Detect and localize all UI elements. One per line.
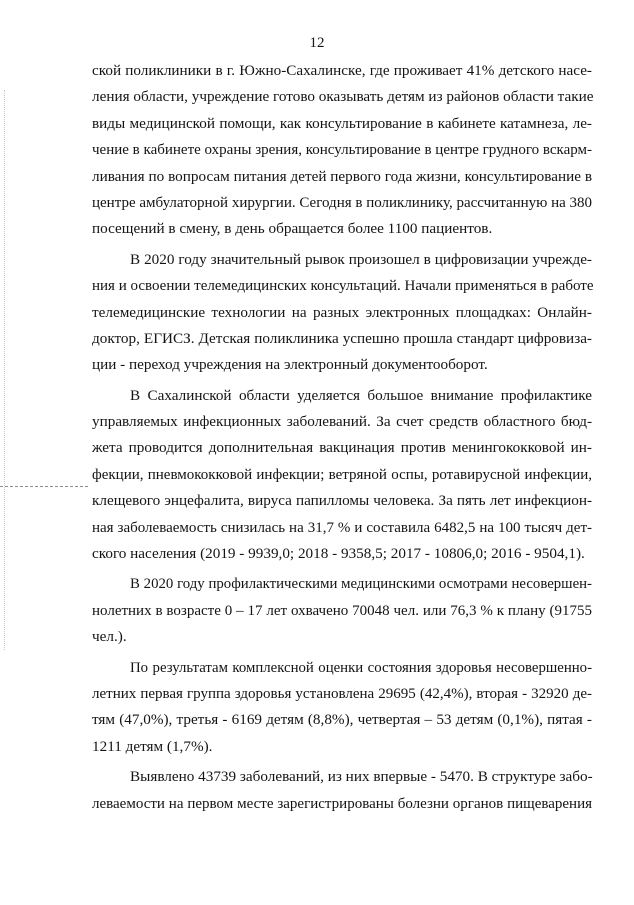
text-line: управляемых инфекционных заболеваний. За счет средств областного бюд-	[92, 413, 592, 431]
text-line: ской поликлиники в г. Южно-Сахалинске, где проживает 41% детского насе-	[92, 62, 592, 79]
body-text	[92, 58, 592, 821]
text-line: ливания по вопросам питания детей первого года жизни, консультирование в	[92, 167, 592, 185]
text-line: Выявлено 43739 заболеваний, из них впервые - 5470. В структуре забо-	[130, 768, 593, 786]
scan-edge-mark	[4, 90, 5, 650]
text-line: ции - переход учреждения на электронный документооборот.	[92, 356, 488, 374]
text-line: нолетних в возрасте 0 – 17 лет охвачено 70048 чел. или 76,3 % к плану (91755	[92, 602, 592, 619]
text-line: клещевого энцефалита, вируса папилломы человека. За пять лет инфекцион-	[92, 492, 592, 510]
text-line: фекции, пневмококковой инфекции; ветряной оспы, ротавирусной инфекции,	[92, 466, 592, 483]
text-line: чел.).	[92, 628, 127, 646]
text-line: тям (47,0%), третья - 6169 детям (8,8%), четвертая – 53 детям (0,1%), пятая -	[92, 711, 592, 729]
text-line: летних первая группа здоровья установлена 29695 (42,4%), вторая - 32920 де-	[92, 685, 592, 702]
paragraph-5	[92, 655, 592, 761]
paragraph-4	[92, 571, 592, 650]
text-line: телемедицинские технологии на разных электронных площадках: Онлайн-	[92, 303, 592, 321]
text-line: В 2020 году значительный рывок произошел в цифровизации учрежде-	[130, 250, 592, 268]
text-line: чение в кабинете охраны зрения, консультирование в центре грудного вскарм-	[92, 142, 592, 159]
text-line: леваемости на первом месте зарегистрированы болезни органов пищеварения	[92, 795, 592, 812]
paragraph-3	[92, 383, 592, 568]
text-line: 1211 детям (1,7%).	[92, 737, 213, 755]
text-line: жета проводится дополнительная вакцинация против менингококковой ин-	[92, 439, 592, 457]
text-line: центре амбулаторной хирургии. Сегодня в поликлинику, рассчитанную на 380	[92, 194, 593, 211]
paragraph-1	[92, 58, 592, 243]
text-line: доктор, ЕГИСЗ. Детская поликлиника успешно прошла стандарт цифровиза-	[92, 329, 592, 347]
paragraph-6	[92, 764, 592, 817]
text-line: ния и освоении телемедицинских консультаций. Начали применяться в работе	[92, 278, 594, 295]
text-line: виды медицинской помощи, как консультирование в кабинете катамнеза, ле-	[92, 114, 592, 132]
paragraph-2	[92, 247, 592, 379]
text-line: По результатам комплексной оценки состояния здоровья несовершенно-	[130, 659, 592, 676]
text-line: ления области, учреждение готово оказывать детям из районов области такие	[92, 88, 594, 106]
scan-dash-mark	[0, 486, 88, 487]
text-line: В 2020 году профилактическими медицинскими осмотрами несовершен-	[130, 576, 592, 593]
page-number: 12	[309, 35, 325, 51]
text-line: ная заболеваемость снизилась на 31,7 % и составила 6482,5 на 100 тысяч дет-	[92, 519, 592, 536]
text-line: В Сахалинской области уделяется большое внимание профилактике	[130, 386, 592, 404]
text-line: посещений в смену, в день обращается более 1100 пациентов.	[92, 220, 493, 238]
text-line: ского населения (2019 - 9939,0; 2018 - 9358,5; 2017 - 10806,0; 2016 - 9504,1).	[92, 545, 585, 563]
